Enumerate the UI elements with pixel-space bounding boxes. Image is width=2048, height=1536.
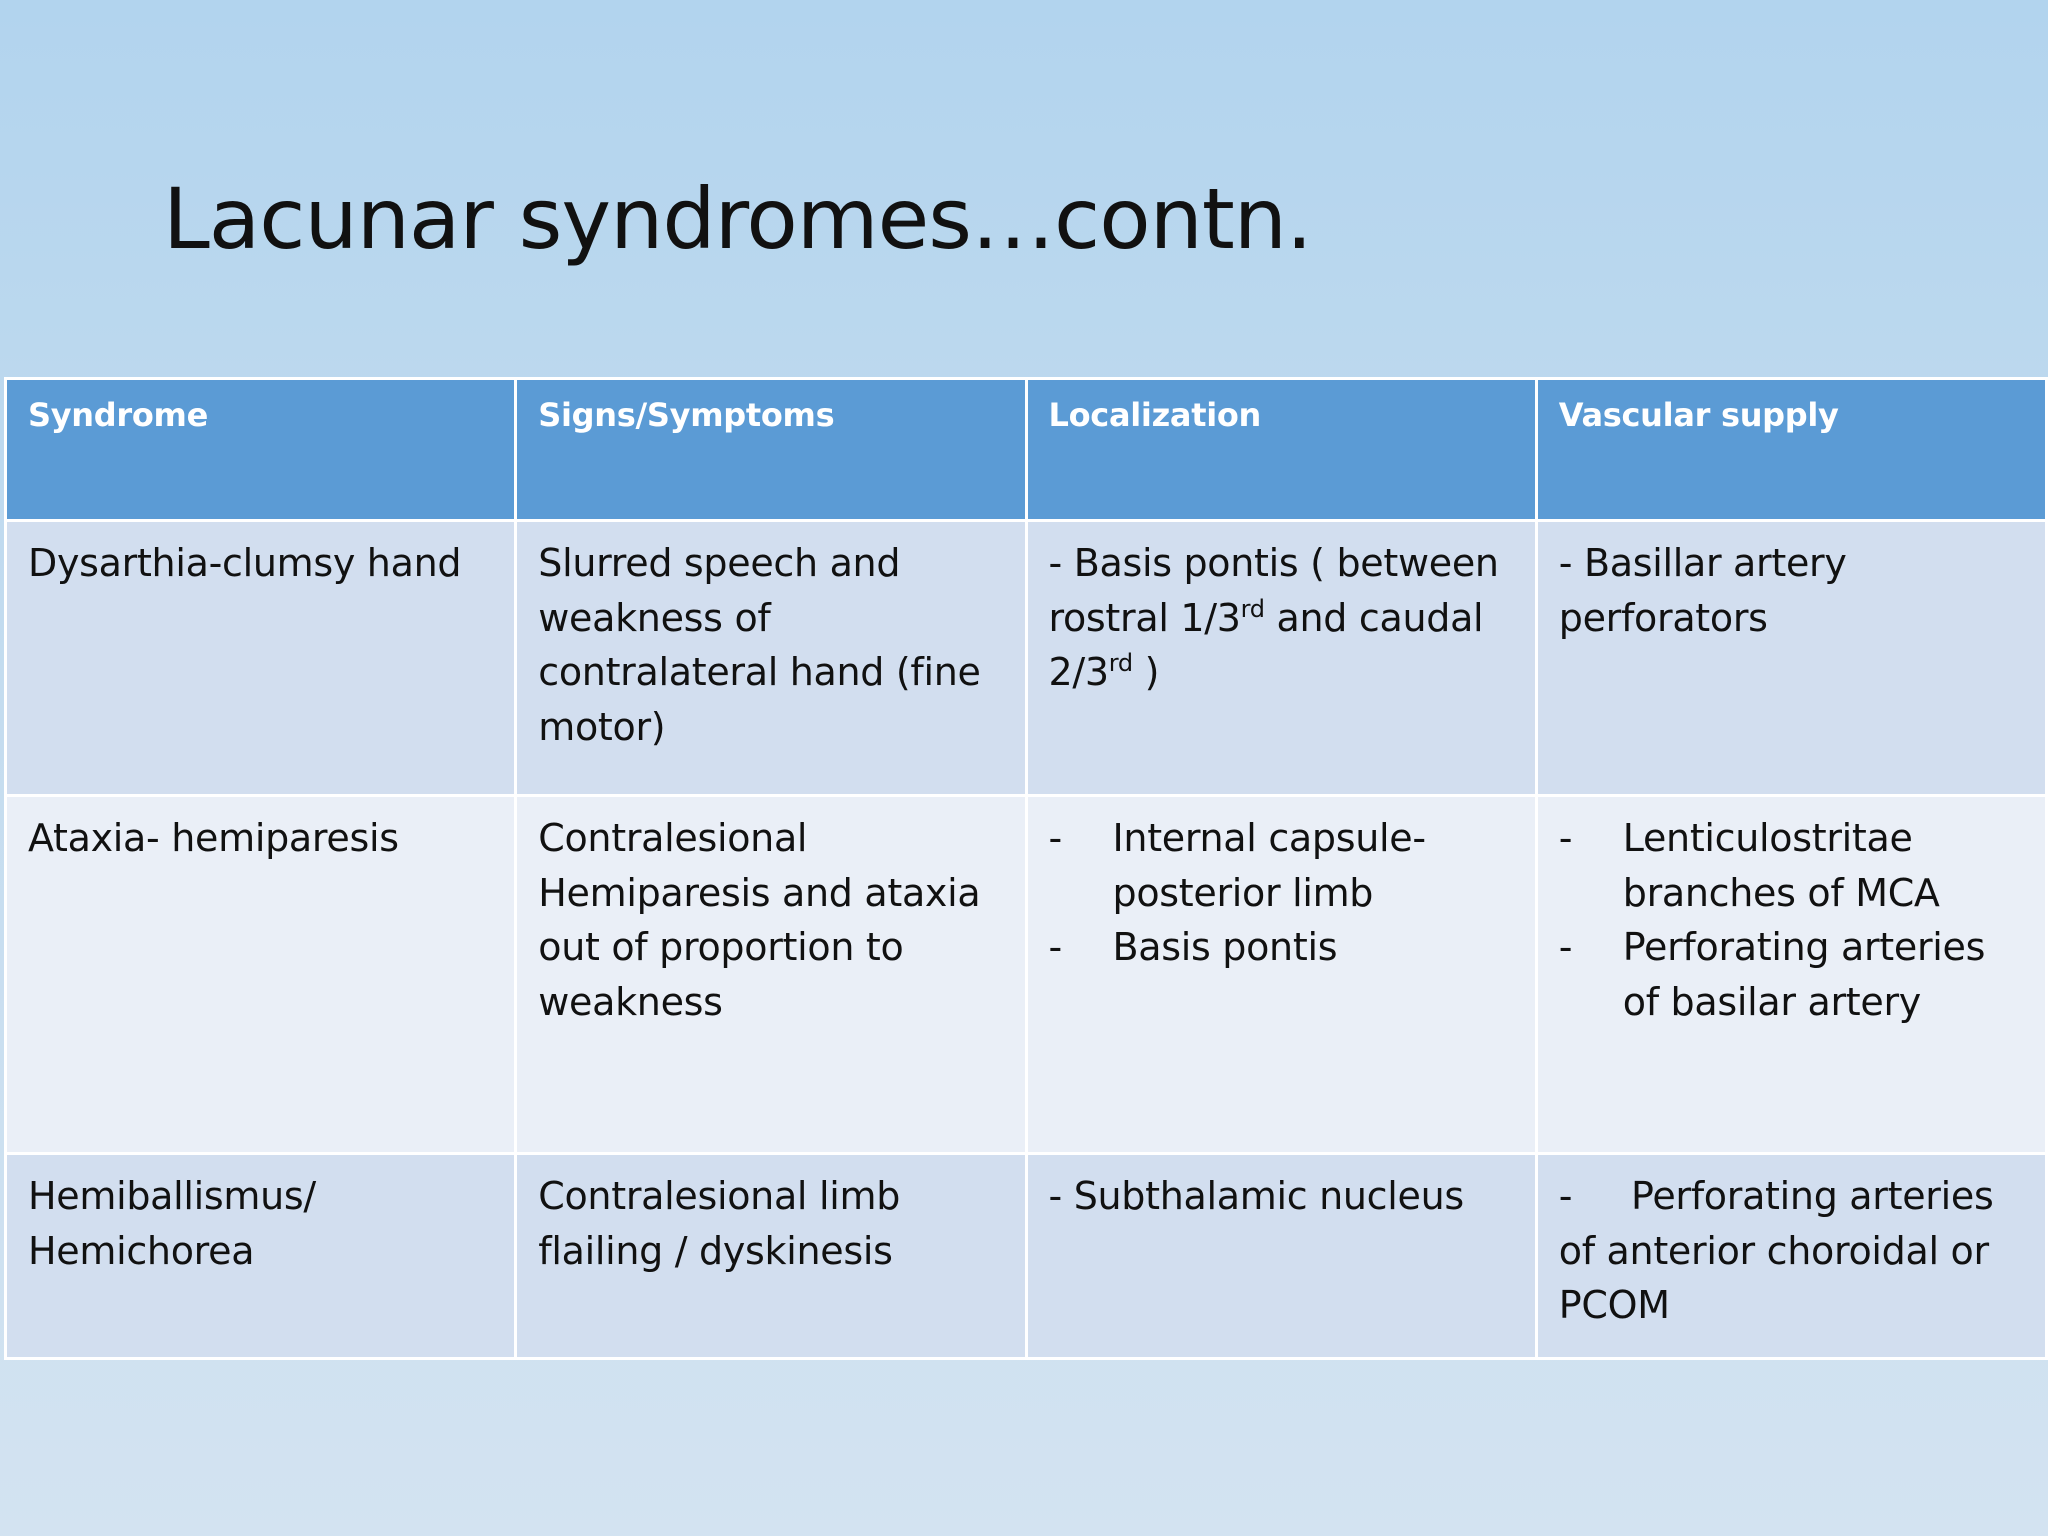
slide-title: Lacunar syndromes…contn. [163, 170, 1312, 268]
cell-signs: Contralesional limb flailing / dyskinesis [516, 1154, 1026, 1359]
cell-vascular: - Perforating arteries of anterior choroidal or PCOM [1536, 1154, 2046, 1359]
bullet-dash: - [1558, 925, 1573, 969]
localization-text: - Basis pontis ( between rostral 1/3 [1048, 541, 1499, 640]
cell-signs: Slurred speech and weakness of contralateral hand (fine motor) [516, 521, 1026, 796]
cell-syndrome: Hemiballismus/ Hemichorea [6, 1154, 516, 1359]
lacunar-syndromes-table [4, 377, 2048, 1360]
bullet-text: Internal capsule- posterior limb [1112, 816, 1426, 915]
localization-text: ) [1132, 650, 1160, 694]
bullet-text: Basis pontis [1112, 925, 1338, 969]
table-row [6, 521, 2047, 796]
bullet-text: Perforating arteries of basilar artery [1622, 925, 1986, 1024]
cell-syndrome: Dysarthia-clumsy hand [6, 521, 516, 796]
cell-vascular: - Basillar artery perforators [1536, 521, 2046, 796]
table-row [6, 796, 2047, 1154]
cell-vascular [1536, 796, 2046, 1154]
bullet-item [1559, 811, 2027, 920]
ordinal-superscript: rd [1240, 594, 1265, 623]
bullet-text: Lenticulostritae branches of MCA [1622, 816, 1940, 915]
bullet-dash: - [1558, 816, 1573, 860]
header-syndrome: Syndrome [6, 379, 516, 521]
bullet-item [1049, 920, 1517, 975]
bullet-item [1559, 920, 2027, 1029]
cell-localization [1026, 521, 1536, 796]
cell-localization [1026, 796, 1536, 1154]
header-localization: Localization [1026, 379, 1536, 521]
header-signs-symptoms: Signs/Symptoms [516, 379, 1026, 521]
table-header-row [6, 379, 2047, 521]
cell-signs: Contralesional Hemiparesis and ataxia out of proportion to weakness [516, 796, 1026, 1154]
bullet-dash: - [1048, 925, 1062, 969]
bullet-dash: - [1048, 816, 1062, 860]
header-vascular-supply: Vascular supply [1536, 379, 2046, 521]
cell-localization: - Subthalamic nucleus [1026, 1154, 1536, 1359]
ordinal-superscript: rd [1108, 649, 1133, 677]
table-row [6, 1154, 2047, 1359]
localization-text: and caudal 2/3 [1048, 595, 1484, 694]
bullet-item [1049, 811, 1517, 920]
cell-syndrome: Ataxia- hemiparesis [6, 796, 516, 1154]
